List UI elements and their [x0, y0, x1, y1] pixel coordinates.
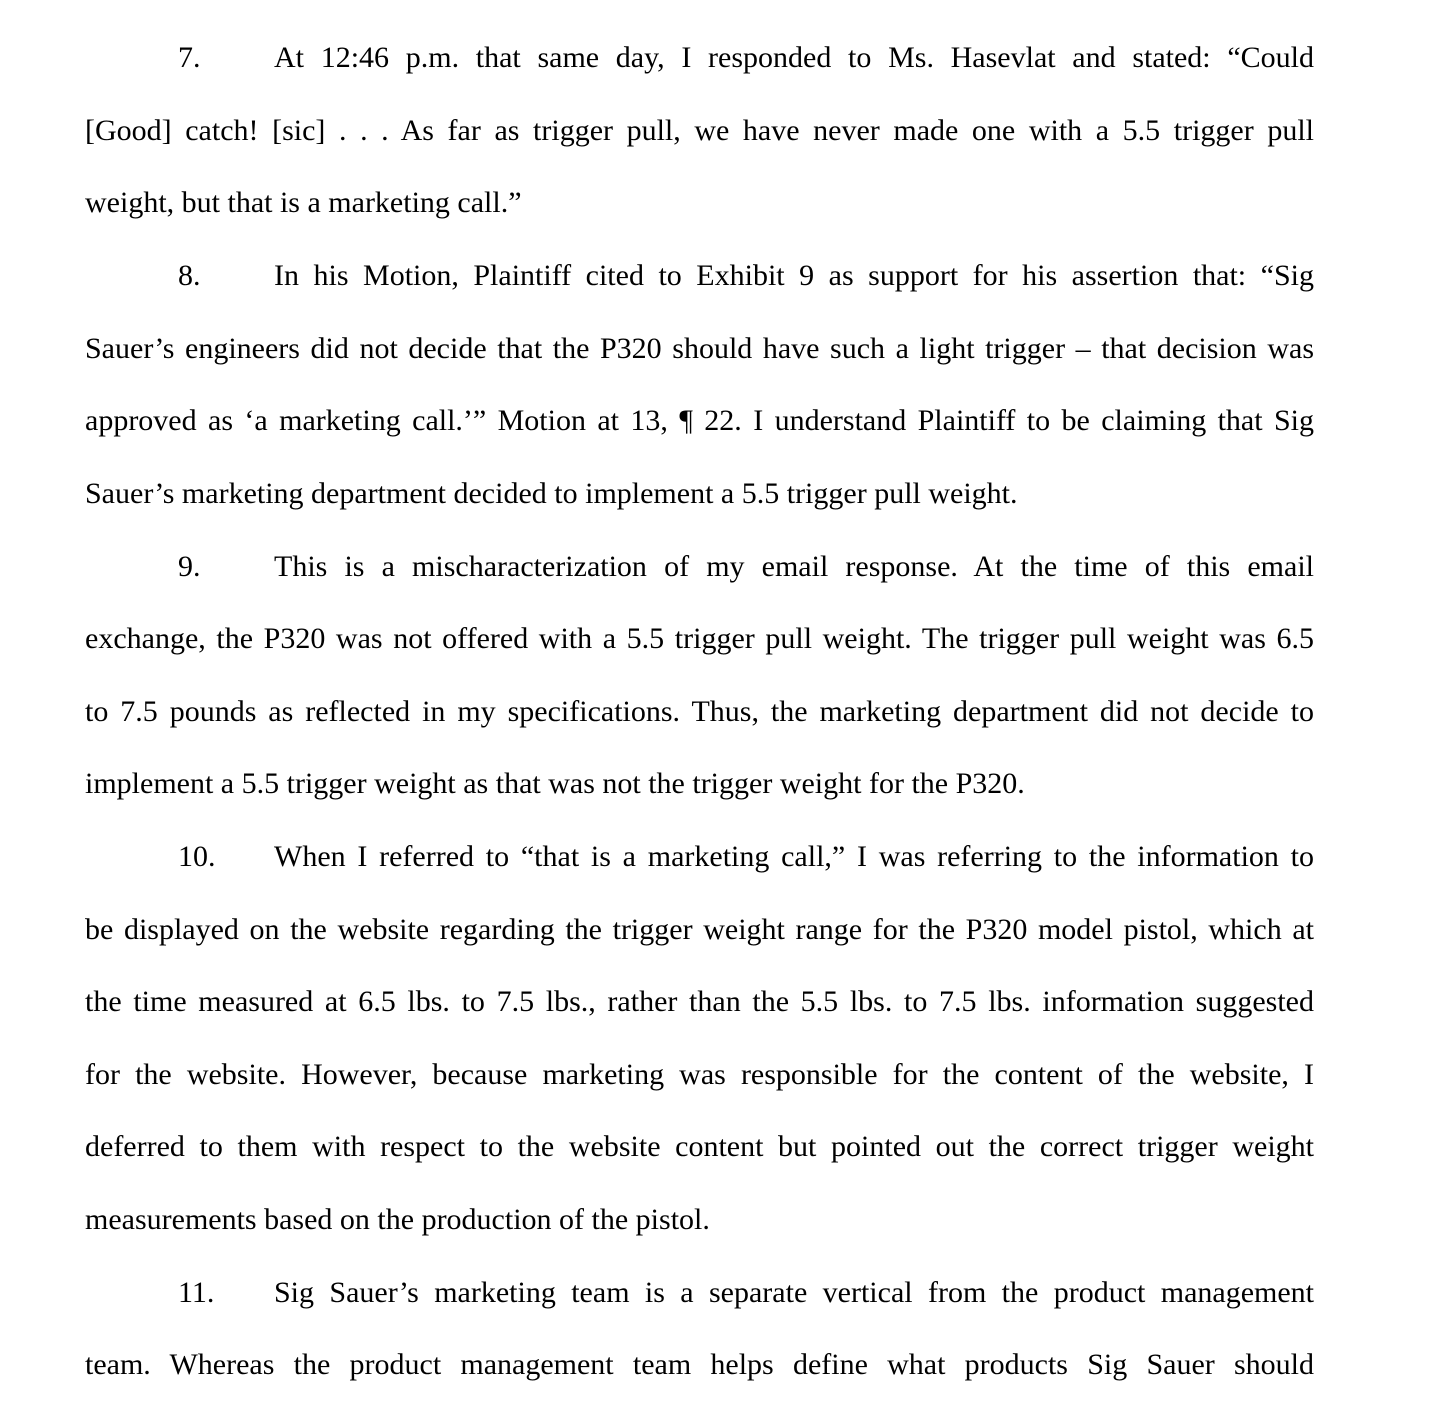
paragraph-line: implement a 5.5 trigger weight as that was not the trigger weight for the P320.: [85, 767, 1025, 800]
paragraph-line: Sig Sauer’s marketing team is a separate vertical from the product management: [274, 1276, 1314, 1309]
paragraph-line: to 7.5 pounds as reflected in my specifications. Thus, the marketing department did not decide to: [85, 695, 1314, 728]
paragraph-line: Sauer’s engineers did not decide that the P320 should have such a light trigger – that decision was: [85, 332, 1314, 365]
paragraph-number: 7.: [178, 41, 201, 74]
paragraph-number: 8.: [178, 259, 201, 292]
paragraph-line: [Good] catch! [sic] . . . As far as trigger pull, we have never made one with a 5.5 trigger pull: [85, 114, 1314, 147]
paragraph-line: measurements based on the production of the pistol.: [85, 1203, 710, 1236]
paragraph-line: for the website. However, because marketing was responsible for the content of the website, I: [85, 1058, 1314, 1091]
paragraph-number: 11.: [178, 1276, 215, 1309]
paragraph-line: weight, but that is a marketing call.”: [85, 186, 522, 219]
paragraph-line: exchange, the P320 was not offered with a 5.5 trigger pull weight. The trigger pull weight was 6.5: [85, 622, 1314, 655]
paragraph-number: 9.: [178, 550, 201, 583]
paragraph-line: In his Motion, Plaintiff cited to Exhibit 9 as support for his assertion that: “Sig: [274, 259, 1314, 292]
paragraph-line: Sauer’s marketing department decided to implement a 5.5 trigger pull weight.: [85, 477, 1018, 510]
paragraph-line: This is a mischaracterization of my email response. At the time of this email: [274, 550, 1314, 583]
paragraph-line: be displayed on the website regarding the trigger weight range for the P320 model pistol, which at: [85, 913, 1314, 946]
paragraph-line: approved as ‘a marketing call.’” Motion at 13, ¶ 22. I understand Plaintiff to be claiming that Sig: [85, 404, 1314, 437]
paragraph-line: the time measured at 6.5 lbs. to 7.5 lbs., rather than the 5.5 lbs. to 7.5 lbs. information suggested: [85, 985, 1314, 1018]
paragraph-line: team. Whereas the product management team helps define what products Sig Sauer should: [85, 1348, 1314, 1381]
paragraph-line: When I referred to “that is a marketing call,” I was referring to the information to: [274, 840, 1314, 873]
paragraph-line: At 12:46 p.m. that same day, I responded to Ms. Hasevlat and stated: “Could: [274, 41, 1314, 74]
paragraph-number: 10.: [178, 840, 216, 873]
paragraph-line: deferred to them with respect to the website content but pointed out the correct trigger weight: [85, 1130, 1314, 1163]
